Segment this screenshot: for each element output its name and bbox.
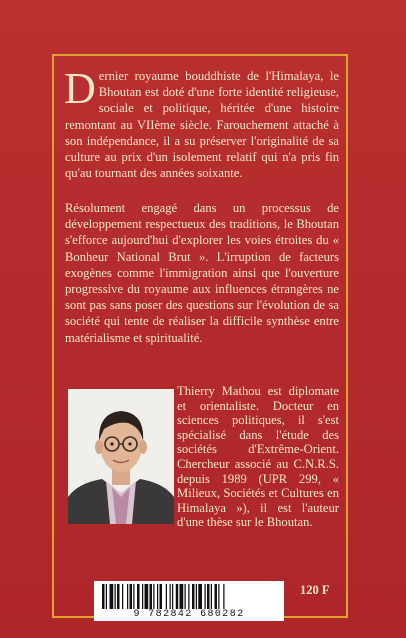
barcode-bar [198, 584, 202, 609]
barcode-bar [160, 584, 163, 609]
barcode-bar [130, 584, 133, 609]
barcode-bar [188, 584, 189, 609]
barcode-bar [157, 584, 158, 609]
barcode-bar [172, 584, 173, 609]
barcode-bar [218, 584, 219, 609]
barcode-bar [215, 584, 218, 609]
author-portrait-image [68, 389, 174, 524]
description-paragraph-2: Résolument engagé dans un processus de développement respectueux des traditions, le Bhoutan s'efforce aujourd'hui d'explorer les voies étroites du « Bonheur National Brut ». L'irruption de facteurs exogènes comme l'immigration ainsi que l'ouverture progressive du royaume aux influences étrangères ne sont pas sans poser des questions sur l'évolution de sa société qui tente de réaliser la difficile synthèse entre matérialisme et spiritualité. [65, 201, 339, 345]
barcode-bar [180, 584, 184, 609]
barcode-bar [122, 584, 123, 609]
drop-cap: D [64, 64, 96, 113]
barcode-bar [150, 584, 153, 609]
barcode-bar [133, 584, 134, 609]
description-paragraph-1-text: ernier royaume bouddhiste de l'Himalaya, le Bhoutan est doté d'une forte identité religieuse, sociale et politique, héritée d'une histoire remontant au VIIème siècle. Farouchement attaché à son indépendance, il a su préserver l'originalité de sa culture au prix d'un isolement relatif qui n'a pris fin qu'au tournant des années soixante. [65, 69, 339, 181]
barcode-bar [145, 584, 149, 609]
barcode-bars [94, 581, 284, 611]
barcode-bar [166, 584, 167, 609]
barcode-bar [211, 584, 212, 609]
barcode-bar [185, 584, 186, 609]
barcode-bar [170, 584, 171, 609]
barcode-bar [110, 584, 114, 609]
author-bio: Thierry Mathou est diplomate et orientaliste. Docteur en sciences politiques, il s'est spécialisé dans l'étude des sociétés d'Extrême-Orient. Chercheur associé au C.N.R.S. depuis 1989 (UPR 299, « Milieux, Sociétés et Cultures en Himalaya »), il est l'auteur d'une thèse sur le Bhoutan. [177, 384, 339, 530]
barcode-bar [153, 584, 154, 609]
barcode-bar [176, 584, 179, 609]
isbn-barcode [94, 581, 284, 621]
barcode-bar [127, 584, 128, 609]
barcode-bar [142, 584, 143, 609]
barcode-bar [115, 584, 116, 609]
barcode-bar [205, 584, 206, 609]
barcode-bar [117, 584, 120, 609]
author-photo [68, 389, 174, 524]
barcode-bar [196, 584, 197, 609]
barcode-bar [192, 584, 195, 609]
barcode-bar [137, 584, 140, 609]
price-label: 120 F [300, 583, 330, 597]
barcode-bar [207, 584, 210, 609]
description-paragraph-1 [64, 64, 339, 181]
barcode-bar [102, 584, 105, 609]
isbn-digits: 9 782842 680282 [133, 609, 245, 620]
barcode-bar [106, 584, 107, 609]
barcode-bar [223, 584, 224, 609]
